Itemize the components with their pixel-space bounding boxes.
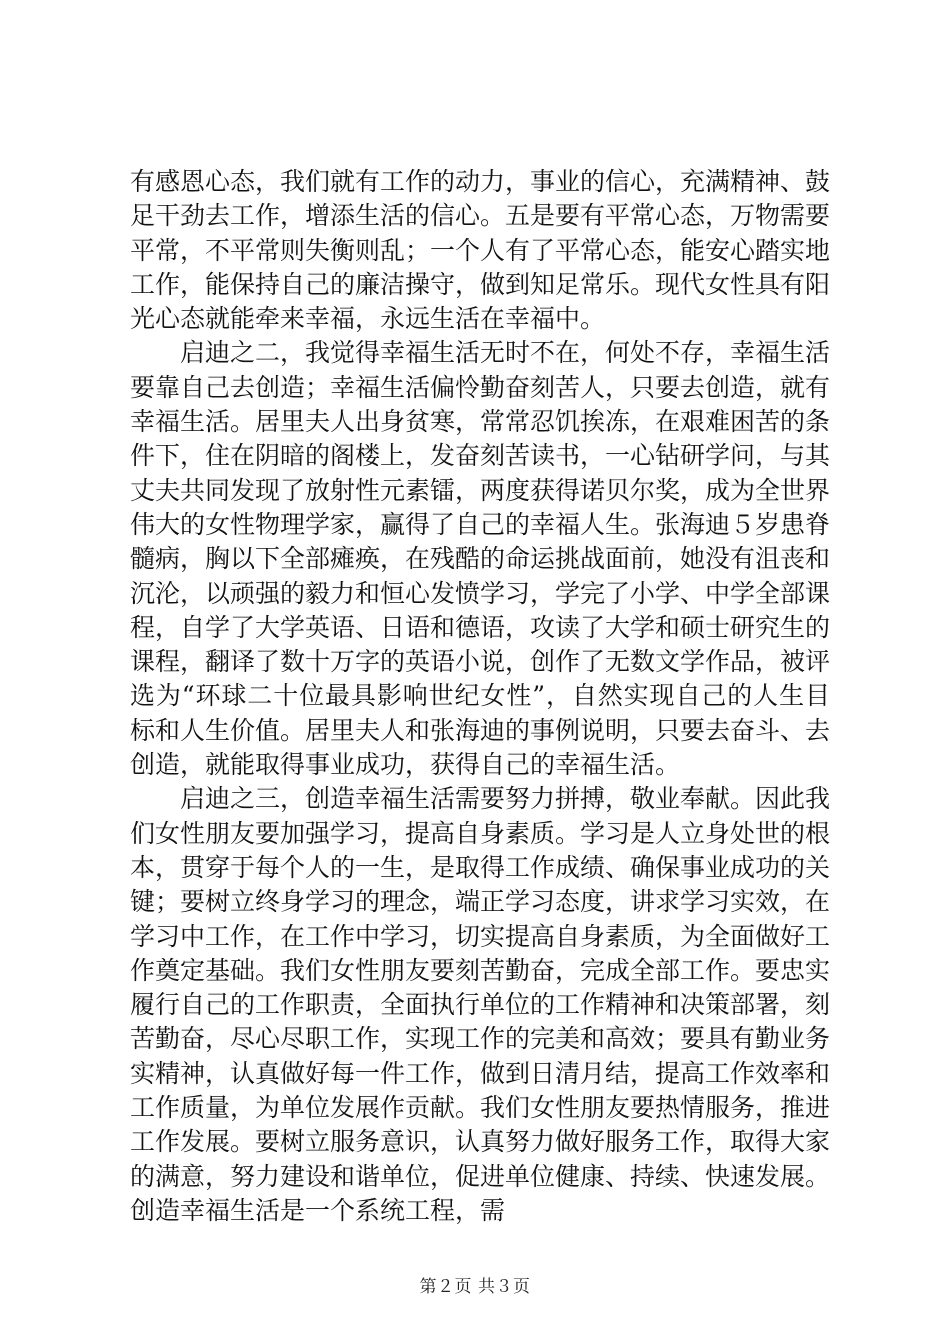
paragraph-2: 启迪之二，我觉得幸福生活无时不在，何处不存，幸福生活要靠自己去创造；幸福生活偏怜勤奋刻苦人，只要去创造，就有幸福生活。居里夫人出身贫寒，常常忍饥挨冻，在艰难困苦的条件下，住在阴暗的阁楼上，发奋刻苦读书，一心钻研学问，与其丈夫共同发现了放射性元素镭，两度获得诺贝尔奖，成为全世界伟大的女性物理学家，赢得了自己的幸福人生。张海迪５岁患脊髓病，胸以下全部瘫痪，在残酷的命运挑战面前，她没有沮丧和沉沦，以顽强的毅力和恒心发愤学习，学完了小学、中学全部课程，自学了大学英语、日语和德语，攻读了大学和硕士研究生的课程，翻译了数十万字的英语小说，创作了无数文学作品，被评选为“环球二十位最具影响世纪女性”，自然实现自己的人生目标和人生价值。居里夫人和张海迪的事例说明，只要去奋斗、去创造，就能取得事业成功，获得自己的幸福生活。 <box>130 338 831 780</box>
body-text <box>130 165 830 1228</box>
page-footer: 第２页 共３页 <box>419 1277 531 1297</box>
paragraph-3: 启迪之三，创造幸福生活需要努力拼搏，敬业奉献。因此我们女性朋友要加强学习，提高自身素质。学习是人立身处世的根本，贯穿于每个人的一生，是取得工作成绩、确保事业成功的关键；要树立终身学习的理念，端正学习态度，讲求学习实效，在学习中工作，在工作中学习，切实提高自身素质，为全面做好工作奠定基础。我们女性朋友要刻苦勤奋，完成全部工作。要忠实履行自己的工作职责，全面执行单位的工作精神和决策部署，刻苦勤奋，尽心尽职工作，实现工作的完美和高效；要具有勤业务实精神，认真做好每一件工作，做到日清月结，提高工作效率和工作质量，为单位发展作贡献。我们女性朋友要热情服务，推进工作发展。要树立服务意识，认真努力做好服务工作，取得大家的满意，努力建设和谐单位，促进单位健康、持续、快速发展。创造幸福生活是一个系统工程，需 <box>130 784 831 1225</box>
paragraph-1: 有感恩心态，我们就有工作的动力，事业的信心，充满精神、鼓足干劲去工作，增添生活的信心。五是要有平常心态，万物需要平常，不平常则失衡则乱；一个人有了平常心态，能安心踏实地工作，能保持自己的廉洁操守，做到知足常乐。现代女性具有阳光心态就能牵来幸福，永远生活在幸福中。 <box>130 167 831 334</box>
